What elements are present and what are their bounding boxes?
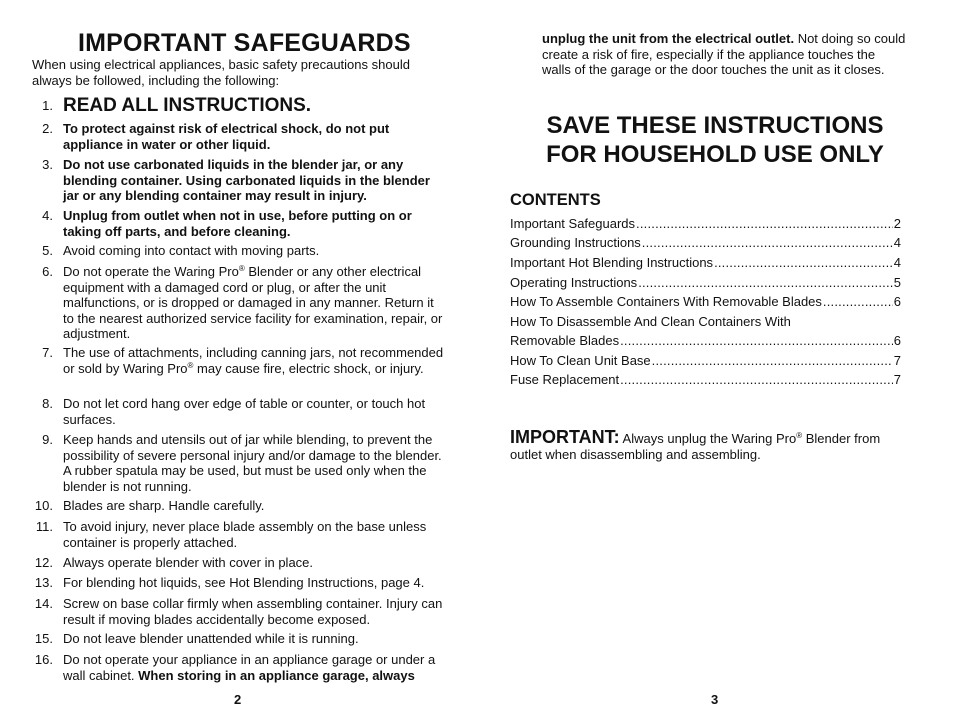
toc-page: 4 — [893, 235, 901, 250]
item-number: 11. — [35, 519, 53, 534]
safeguard-item-6 — [32, 264, 447, 342]
safeguard-item-9 — [32, 432, 447, 494]
safeguard-item-11 — [32, 519, 447, 550]
item-text: READ ALL INSTRUCTIONS. — [63, 95, 312, 116]
item-text: To protect against risk of electrical shock, do not put appliance in water or other liquid. — [63, 121, 390, 152]
safeguard-item-16 — [32, 652, 447, 683]
safeguard-item-4 — [32, 208, 447, 239]
item-number: 8. — [42, 396, 53, 411]
toc-label: How To Clean Unit Base — [510, 353, 651, 368]
toc-page: 7 — [893, 353, 901, 368]
toc-leader — [652, 353, 893, 368]
item-text: Screw on base collar firmly when assembling container. Injury can result if moving blades accidentally become exposed. — [63, 596, 443, 627]
toc-leader — [714, 255, 893, 270]
toc-entry — [510, 216, 901, 231]
toc-label: Grounding Instructions — [510, 235, 641, 250]
item-number: 16. — [34, 652, 53, 667]
safeguard-item-8 — [32, 396, 447, 427]
toc-page: 2 — [893, 216, 901, 231]
item-number: 7. — [42, 345, 53, 360]
item-text: Always operate blender with cover in place. — [63, 555, 314, 570]
safeguard-item-5 — [32, 243, 447, 259]
toc-entry — [510, 255, 901, 270]
important-note: IMPORTANT: Always unplug the Waring Pro® Blender from outlet when disassembling and assembling. — [510, 427, 881, 462]
toc-entry — [510, 294, 901, 309]
toc-entry — [510, 372, 901, 387]
item-number: 1. — [42, 98, 53, 113]
item-number: 13. — [34, 575, 53, 590]
item-text: To avoid injury, never place blade assembly on the base unless container is properly attached. — [63, 519, 427, 550]
item-text: Unplug from outlet when not in use, before putting on or taking off parts, and before cleaning. — [63, 208, 412, 239]
item-text: Avoid coming into contact with moving parts. — [63, 243, 320, 258]
toc-entry — [510, 333, 901, 348]
toc-page: 6 — [893, 294, 901, 309]
item-text: Do not let cord hang over edge of table or counter, or touch hot surfaces. — [63, 396, 426, 427]
item-number: 3. — [42, 157, 53, 172]
item-text: Do not operate the Waring Pro® Blender or any other electrical equipment with a damaged cord or plug, or after the unit malfunctions, or is dropped or damaged in any manner. Return it to the nearest authorized service facility for examination, repair, or adjustment. — [63, 264, 443, 341]
item-number: 9. — [42, 432, 53, 447]
safeguard-item-2 — [32, 121, 447, 152]
item-number: 14. — [34, 596, 53, 611]
item-number: 15. — [34, 631, 53, 646]
toc-leader — [636, 216, 893, 231]
item-text: Keep hands and utensils out of jar while blending, to prevent the possibility of severe personal injury and/or damage to the blender. A rubber spatula may be used, but must be used only when the blender is not running. — [63, 432, 442, 494]
toc-leader — [823, 294, 893, 309]
safeguard-item-15 — [32, 631, 447, 647]
toc-label: Important Safeguards — [510, 216, 636, 231]
toc-leader — [642, 235, 893, 250]
item-text: Do not operate your appliance in an appliance garage or under a wall cabinet. When storing in an appliance garage, always — [63, 652, 436, 683]
toc-leader — [638, 275, 893, 290]
item-text: Blades are sharp. Handle carefully. — [63, 498, 265, 513]
item-text: The use of attachments, including canning jars, not recommended or sold by Waring Pro® may cause fire, electric shock, or injury. — [63, 345, 444, 376]
important-label: IMPORTANT: — [510, 427, 620, 447]
toc-label: Operating Instructions — [510, 275, 638, 290]
toc-page: 4 — [893, 255, 901, 270]
safeguards-intro: When using electrical appliances, basic safety precautions should always be followed, including the following: — [32, 57, 410, 88]
safeguard-item-7 — [32, 345, 447, 376]
item-text: Do not use carbonated liquids in the blender jar, or any blending container. Using carbonated liquids in the blender jar or any blending container may result in injury. — [63, 157, 430, 203]
toc-entry — [510, 235, 901, 250]
safeguard-item-12 — [32, 555, 447, 571]
page-number-left: 2 — [234, 692, 242, 707]
item-number: 4. — [42, 208, 53, 223]
toc-page: 7 — [893, 372, 901, 387]
safeguard-item-10 — [32, 498, 447, 514]
item-number: 5. — [42, 243, 53, 258]
toc-leader — [620, 372, 893, 387]
safeguard-item-14 — [32, 596, 447, 627]
toc-label: How To Assemble Containers With Removable Blades — [510, 294, 822, 309]
contents-heading: CONTENTS — [510, 191, 601, 209]
item-number: 12. — [34, 555, 53, 570]
continued-safeguard-text: unplug the unit from the electrical outlet. Not doing so could create a risk of fire, especially if the appliance touches the walls of the garage or the door touches the unit as it closes. — [542, 31, 906, 77]
item-number: 6. — [42, 264, 53, 279]
item-text: For blending hot liquids, see Hot Blending Instructions, page 4. — [63, 575, 425, 590]
toc-label: Important Hot Blending Instructions — [510, 255, 714, 270]
save-instructions-title: SAVE THESE INSTRUCTIONS FOR HOUSEHOLD USE ONLY — [546, 112, 884, 168]
toc-leader — [620, 333, 893, 348]
toc-label: Fuse Replacement — [510, 372, 620, 387]
item-number: 10. — [34, 498, 53, 513]
toc-entry — [510, 353, 901, 368]
toc-page: 6 — [893, 333, 901, 348]
toc-entry — [510, 314, 901, 329]
item-number: 2. — [42, 121, 53, 136]
toc-entry — [510, 275, 901, 290]
safeguard-item-13 — [32, 575, 447, 591]
safeguards-title: IMPORTANT SAFEGUARDS — [78, 29, 411, 57]
safeguard-item-1 — [32, 96, 447, 116]
toc-label: Removable Blades — [510, 333, 620, 348]
item-text: Do not leave blender unattended while it is running. — [63, 631, 359, 646]
toc-label: How To Disassemble And Clean Containers With — [510, 314, 791, 329]
safeguard-item-3 — [32, 157, 447, 204]
page-number-right: 3 — [711, 692, 719, 707]
toc-page: 5 — [893, 275, 901, 290]
